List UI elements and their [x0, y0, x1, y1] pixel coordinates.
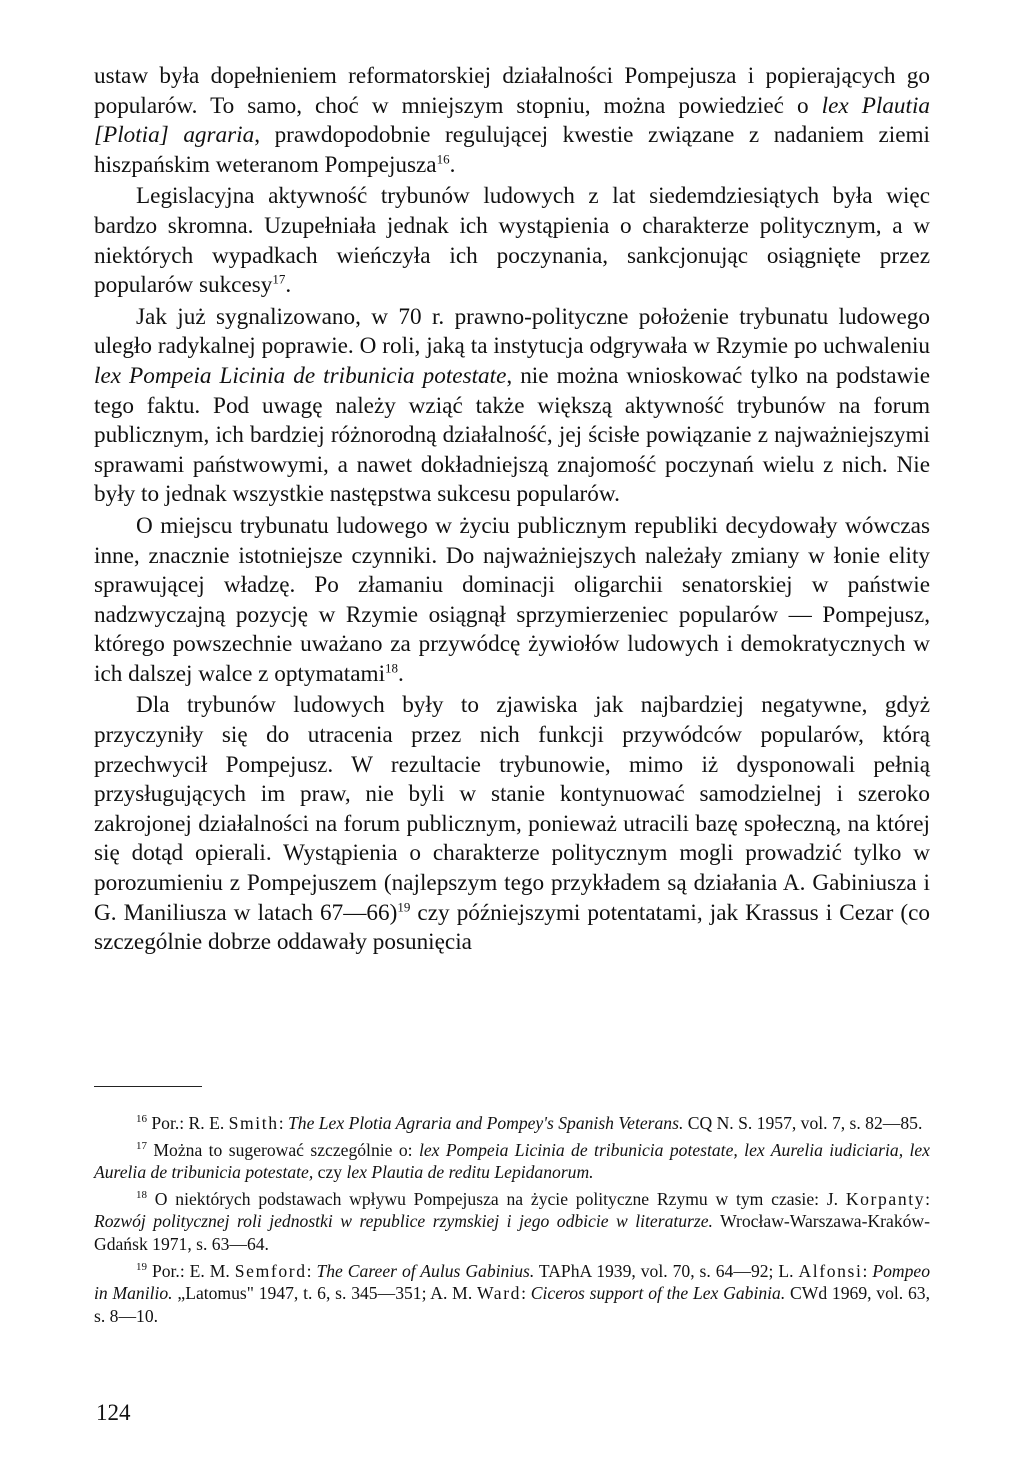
paragraph-5 [94, 691, 930, 957]
footnote-17 [94, 1139, 930, 1184]
footnote-ref-18: 18 [385, 660, 399, 676]
footnote-number: 16 [136, 1113, 147, 1126]
law-title: lex Plautia de reditu Lepidanorum. [346, 1162, 594, 1183]
work-title: Pompeo in Manilio. [94, 1260, 930, 1304]
paragraph-2 [94, 182, 930, 300]
author: Semford [234, 1260, 307, 1281]
text: Jak już sygnalizowano, w 70 r. prawno-polityczne położenie trybunatu ludowego uległo radykalnej poprawie. O roli, jaką ta instytucja odgrywała w Rzymie po uchwaleniu [94, 303, 930, 360]
footnotes [94, 1112, 930, 1327]
footnote-number: 17 [136, 1139, 147, 1152]
work-title: Rozwój politycznej roli jednostki w republice rzymskiej i jego odbicie w literaturze. [94, 1211, 713, 1232]
text: Wrocław-Warszawa-Kraków-Gdańsk 1971, s. 63—64. [94, 1211, 930, 1254]
text: Legislacyjna aktywność trybunów ludowych z lat siedemdziesiątych była więc bardzo skromna. Uzupełniała jednak ich wystąpienia o charakterze politycznym, a w niektórych wypadkach wieńczyła ich poczynania, sankcjonując osiągnięte przez popularów sukcesy [94, 183, 930, 299]
text: , prawdopodobnie regulującej kwestie związane z nadaniem ziemi hiszpańskim weteranom Pompejusza [94, 122, 930, 178]
author: Ward [477, 1283, 522, 1304]
text: : [278, 1113, 288, 1133]
text: . [398, 660, 404, 687]
text: O niektórych podstawach wpływu Pompejusza na życie polityczne Rzymu w tym czasie: J. [147, 1188, 846, 1209]
text: : [306, 1260, 317, 1281]
text: TAPhA 1939, vol. 70, s. 64—92; L. [534, 1260, 799, 1281]
footnote-number: 18 [136, 1188, 147, 1201]
law-title: lex Plautia [Plotia] agraria [94, 92, 930, 149]
text: ustaw była dopełnieniem reformatorskiej działalności Pompejusza i popierających go popularów. To samo, choć w mniejszym stopniu, można powiedzieć o [94, 63, 930, 119]
text: . [449, 151, 456, 178]
text: : [521, 1283, 531, 1304]
text: : [925, 1188, 930, 1209]
text: O miejscu trybunatu ludowego w życiu publicznym republiki decydowały wówczas inne, znacznie istotniejsze czynniki. Do najważniejszych należały zmiany w łonie elity sprawującej władzę. Po złamaniu dominacji oligarchii senatorskiej w państwie nadzwyczajną pozycję w Rzymie osiągnął sprzymierzeniec popularów — Pompejusz, którego powszechnie uważano za przywódcę żywiołów ludowych i demokratycznych w ich dalszej walce z optymatami [94, 512, 930, 687]
text: . [285, 272, 292, 299]
footnote-separator [94, 1086, 202, 1087]
author: Korpanty [845, 1188, 926, 1209]
text: Por.: R. E. [147, 1113, 229, 1133]
text: : [862, 1260, 873, 1281]
text: CQ N. S. 1957, vol. 7, s. 82—85. [683, 1113, 923, 1133]
paragraph-4 [94, 512, 930, 690]
paragraph-1 [94, 62, 930, 180]
law-titles: lex Pompeia Licinia de tribunicia potestate, lex Aurelia iudiciaria, lex Aurelia de tribunicia potestate, [94, 1139, 930, 1183]
text: „Latomus" 1947, t. 6, s. 345—351; A. M. [172, 1283, 478, 1304]
author: Alfonsi [798, 1260, 863, 1281]
page-number: 124 [96, 1400, 131, 1425]
text: czy późniejszymi potentatami, jak Krassus i Cezar (co szczególnie dobrze oddawały posunięcia [94, 899, 930, 956]
footnote-ref-17: 17 [272, 271, 286, 287]
paragraph-3 [94, 303, 930, 510]
footnote-19 [94, 1260, 930, 1328]
text: czy [313, 1162, 347, 1183]
work-title: The Lex Plotia Agraria and Pompey's Spanish Veterans. [287, 1113, 684, 1133]
text: , nie można wnioskować tylko na podstawie tego faktu. Pod uwagę należy wziąć także większą aktywność trybunów na forum publicznym, ich bardziej różnorodną działalność, jej ścisłe powiązanie z najważniejszymi sprawami państwowymi, a nawet dokładniejszą znajomość poczynań wielu z nich. Nie były to jednak wszystkie następstwa sukcesu popularów. [94, 362, 930, 508]
author: Smith [228, 1113, 279, 1133]
footnote-ref-19: 19 [397, 898, 411, 914]
text: CWd 1969, vol. 63, s. 8—10. [94, 1283, 930, 1326]
footnote-18 [94, 1188, 930, 1256]
text: Por.: E. M. [147, 1260, 235, 1281]
main-text [94, 62, 930, 958]
footnote-ref-16: 16 [436, 151, 450, 167]
law-title: lex Pompeia Licinia de tribunicia potestate [94, 362, 507, 389]
footnote-number: 19 [136, 1260, 147, 1273]
work-title: Ciceros support of the Lex Gabinia. [530, 1283, 786, 1304]
text: Dla trybunów ludowych były to zjawiska jak najbardziej negatywne, gdyż przyczyniły się do utracenia przez nich funkcji przywódców popularów, którą przechwycił Pompejusz. W rezultacie trybunowie, mimo iż dysponowali pełnią przysługujących im praw, nie byli w stanie kontynuować samodzielnej i szeroko zakrojonej działalności na forum publicznym, ponieważ utracili bazę społeczną, na której się dotąd opierali. Wystąpienia o charakterze politycznym mogli prowadzić tylko w porozumieniu z Pompejuszem (najlepszym tego przykładem są działania A. Gabiniusza i G. Maniliusza w latach 67—66) [94, 692, 930, 926]
footnote-16 [94, 1112, 930, 1135]
work-title: The Career of Aulus Gabinius. [316, 1260, 535, 1281]
text: Można to sugerować szczególnie o: [147, 1139, 419, 1160]
